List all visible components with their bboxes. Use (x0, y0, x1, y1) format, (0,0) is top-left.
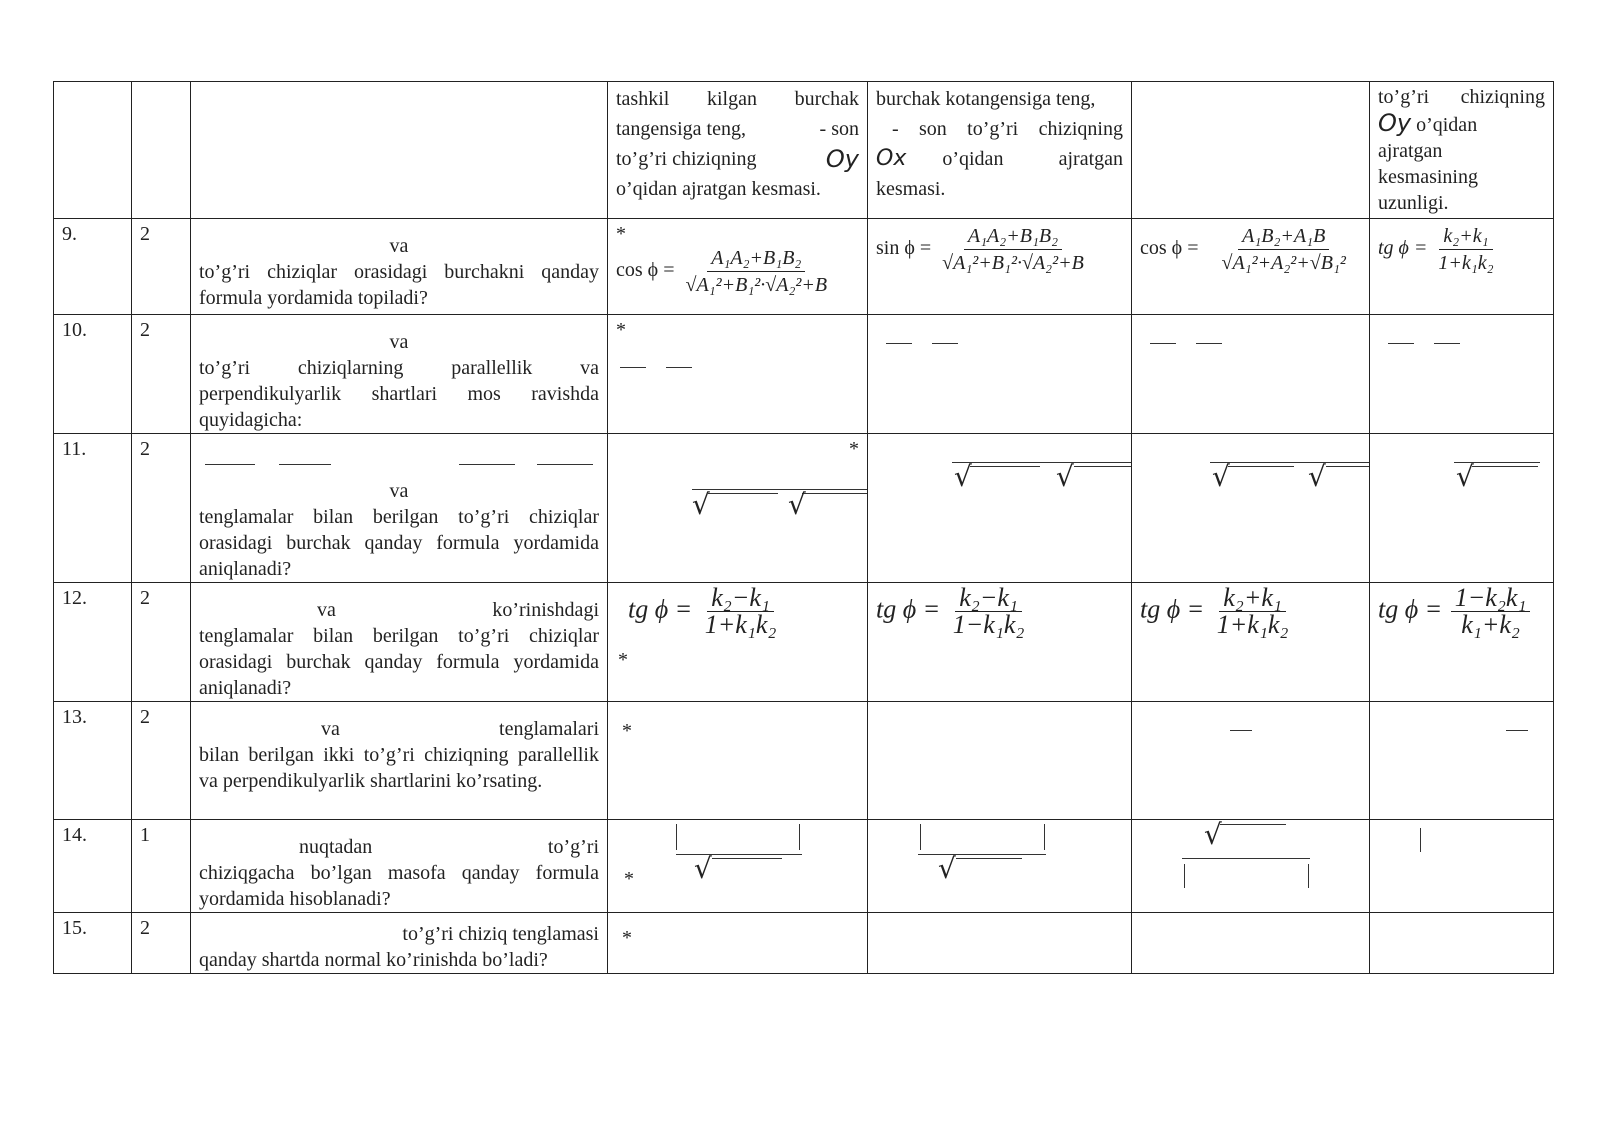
row-number: 9. (62, 223, 77, 245)
answer-text: kesmasi. (876, 178, 946, 200)
question-connector: tenglamalari (499, 718, 599, 740)
fraction-bar (1182, 858, 1310, 859)
question-text: bilan berilgan ikki to’g’ri chiziqning parallellik va perpendikulyarlik shartlarini ko’rsating. (199, 744, 599, 792)
table-row (54, 820, 1554, 913)
formula-placeholder (666, 367, 692, 368)
abs-bar (920, 824, 921, 850)
table-row (54, 315, 1554, 434)
table-row (54, 219, 1554, 315)
formula-placeholder (1196, 343, 1222, 344)
question-connector: to’g’ri (547, 836, 599, 858)
answer-text: - son (819, 118, 859, 140)
axis-label: Oy (825, 145, 859, 173)
row-number-cell (54, 82, 132, 219)
answer-text: o’qidan (1416, 114, 1478, 136)
question-connector: va (389, 480, 409, 502)
formula-placeholder (279, 464, 331, 465)
question-connector: to’g’ri chiziq tenglamasi (402, 923, 599, 945)
question-connector: va (317, 599, 336, 621)
formula-numerator: k₂+k₁ (1439, 223, 1492, 250)
sqrt-bar (1472, 466, 1538, 467)
answer-text: o’qidan ajratgan kesmasi. (616, 178, 821, 200)
answer-text: kesmasining (1378, 166, 1478, 188)
formula-denominator: √A₁²+A₂²+√B₁² (1221, 252, 1346, 274)
row-number: 11. (62, 438, 87, 460)
question-text: qanday shartda normal ko’rinishda bo’ladi? (199, 949, 548, 971)
formula-placeholder (459, 464, 515, 465)
sqrt-icon: √ (694, 852, 712, 885)
formula-denominator: 1−k₁k₂ (952, 610, 1025, 639)
formula-lhs: sin ϕ = (876, 237, 932, 260)
abs-bar (799, 824, 800, 850)
sqrt-bar (956, 858, 1022, 859)
formula-lhs: cos ϕ = (616, 259, 675, 282)
table-row (54, 82, 1554, 219)
question-cell (191, 82, 608, 219)
formula-placeholder (886, 343, 912, 344)
sqrt-bar (802, 493, 868, 494)
correct-answer-marker: * (622, 927, 632, 949)
sqrt-icon: √ (954, 460, 972, 493)
question-connector: nuqtadan (299, 836, 373, 858)
question-text: tenglamalar bilan berilgan to’g’ri chiziqlar orasidagi burchak qanday formula yordamida aniqlanadi? (199, 506, 599, 580)
row-number: 10. (62, 319, 87, 341)
formula-lhs: tg ϕ = (1378, 594, 1443, 624)
sqrt-icon: √ (1456, 460, 1474, 493)
score: 2 (140, 319, 150, 341)
row-number: 13. (62, 706, 87, 728)
answer-text: o’qidan ajratgan (942, 148, 1123, 170)
formula-numerator: k₂−k₁ (955, 585, 1022, 612)
score-cell (132, 82, 191, 219)
answer-text: tashkil kilgan burchak (616, 88, 859, 110)
answer-cell (1132, 82, 1370, 219)
formula-numerator: k₂−k₁ (707, 585, 774, 612)
table-row (54, 583, 1554, 702)
formula-placeholder (537, 464, 593, 465)
sqrt-icon: √ (788, 488, 806, 521)
score: 2 (140, 706, 150, 728)
row-number: 12. (62, 587, 87, 609)
formula-lhs: tg ϕ = (1140, 594, 1205, 624)
formula-denominator: 1+k₁k₂ (704, 610, 777, 639)
table-row (54, 702, 1554, 820)
formula-denominator: 1+k₁k₂ (1438, 252, 1494, 274)
formula-placeholder (932, 343, 958, 344)
sqrt-icon: √ (938, 852, 956, 885)
question-text: tenglamalar bilan berilgan to’g’ri chiziqlar orasidagi burchak qanday formula yordamida aniqlanadi? (199, 625, 599, 699)
sqrt-bar (1074, 466, 1132, 467)
sqrt-icon: √ (1308, 460, 1326, 493)
question-text: chiziqgacha bo’lgan masofa qanday formula yordamida hisoblanadi? (199, 862, 599, 910)
sqrt-bar (970, 466, 1040, 467)
formula-denominator: √A₁²+B₁²·√A₂²+B (685, 274, 828, 296)
fraction-bar (952, 462, 1132, 463)
score: 2 (140, 587, 150, 609)
question-connector: ko’rinishdagi (492, 599, 599, 621)
answer-cell (608, 82, 868, 219)
sqrt-bar (712, 858, 782, 859)
sqrt-icon: √ (1204, 819, 1222, 851)
answer-cell (1370, 82, 1554, 219)
formula-placeholder (1150, 343, 1176, 344)
formula-denominator: √A₁²+B₁²·√A₂²+B (942, 252, 1084, 274)
sqrt-icon: √ (692, 488, 710, 521)
table-row (54, 913, 1554, 974)
formula-placeholder (1388, 343, 1414, 344)
sqrt-bar (1220, 824, 1286, 825)
sqrt-bar (1228, 466, 1294, 467)
answer-cell (868, 82, 1132, 219)
sqrt-bar (708, 493, 778, 494)
fraction-bar (1210, 462, 1370, 463)
abs-bar (1044, 824, 1045, 850)
sqrt-icon: √ (1212, 460, 1230, 493)
abs-bar (1420, 828, 1421, 852)
score: 2 (140, 438, 150, 460)
answer-text: ajratgan (1378, 140, 1443, 162)
question-text: to’g’ri chiziqlarning parallellik va perpendikulyarlik shartlari mos ravishda quyidagicha: (199, 357, 599, 431)
abs-bar (676, 824, 677, 850)
formula-numerator: A₁B₂+A₁B (1238, 223, 1329, 250)
table-row (54, 434, 1554, 583)
correct-answer-marker: * (622, 720, 632, 742)
formula-numerator: A₁A₂+B₁B₂ (707, 245, 805, 272)
answer-text: to’g’ri chiziqning (1378, 86, 1545, 108)
row-number: 14. (62, 824, 87, 846)
formula-lhs: cos ϕ = (1140, 237, 1199, 260)
formula-placeholder (1434, 343, 1460, 344)
sqrt-icon: √ (1056, 460, 1074, 493)
score: 2 (140, 223, 150, 245)
answer-text: burchak kotangensiga teng, (876, 88, 1096, 110)
correct-answer-marker: * (616, 223, 626, 245)
formula-placeholder (620, 367, 646, 368)
question-connector: va (389, 235, 409, 257)
formula-lhs: tg ϕ = (628, 594, 693, 624)
correct-answer-marker: * (618, 649, 628, 671)
formula-numerator: k₂+k₁ (1219, 585, 1286, 612)
formula-lhs: tg ϕ = (876, 594, 941, 624)
score: 1 (140, 824, 150, 846)
question-connector: va (389, 331, 409, 353)
test-table (53, 81, 1554, 974)
sqrt-bar (1326, 466, 1370, 467)
formula-numerator: A₁A₂+B₁B₂ (964, 223, 1062, 250)
answer-text: tangensiga teng, (616, 118, 746, 140)
row-number: 15. (62, 917, 87, 939)
abs-bar (1184, 864, 1185, 888)
question-text: to’g’ri chiziqlar orasidagi burchakni qanday formula yordamida topiladi? (199, 261, 599, 309)
question-connector: va (321, 718, 340, 740)
formula-placeholder (205, 464, 255, 465)
formula-placeholder (1230, 730, 1252, 731)
answer-text: - son to’g’ri chiziqning (892, 118, 1123, 140)
correct-answer-marker: * (849, 438, 859, 460)
score: 2 (140, 917, 150, 939)
abs-bar (1308, 864, 1309, 888)
axis-label: Ox (876, 146, 907, 171)
answer-text: uzunligi. (1378, 192, 1449, 214)
formula-numerator: 1−k₂k₁ (1451, 585, 1531, 612)
formula-placeholder (1506, 730, 1528, 731)
correct-answer-marker: * (624, 868, 634, 890)
axis-label: Oy (1378, 109, 1412, 137)
correct-answer-marker: * (616, 319, 626, 341)
fraction-bar (692, 489, 868, 490)
answer-text: to’g’ri chiziqning (616, 148, 757, 170)
formula-lhs: tg ϕ = (1378, 237, 1428, 260)
formula-denominator: k₁+k₂ (1461, 610, 1520, 639)
formula-denominator: 1+k₁k₂ (1216, 610, 1289, 639)
